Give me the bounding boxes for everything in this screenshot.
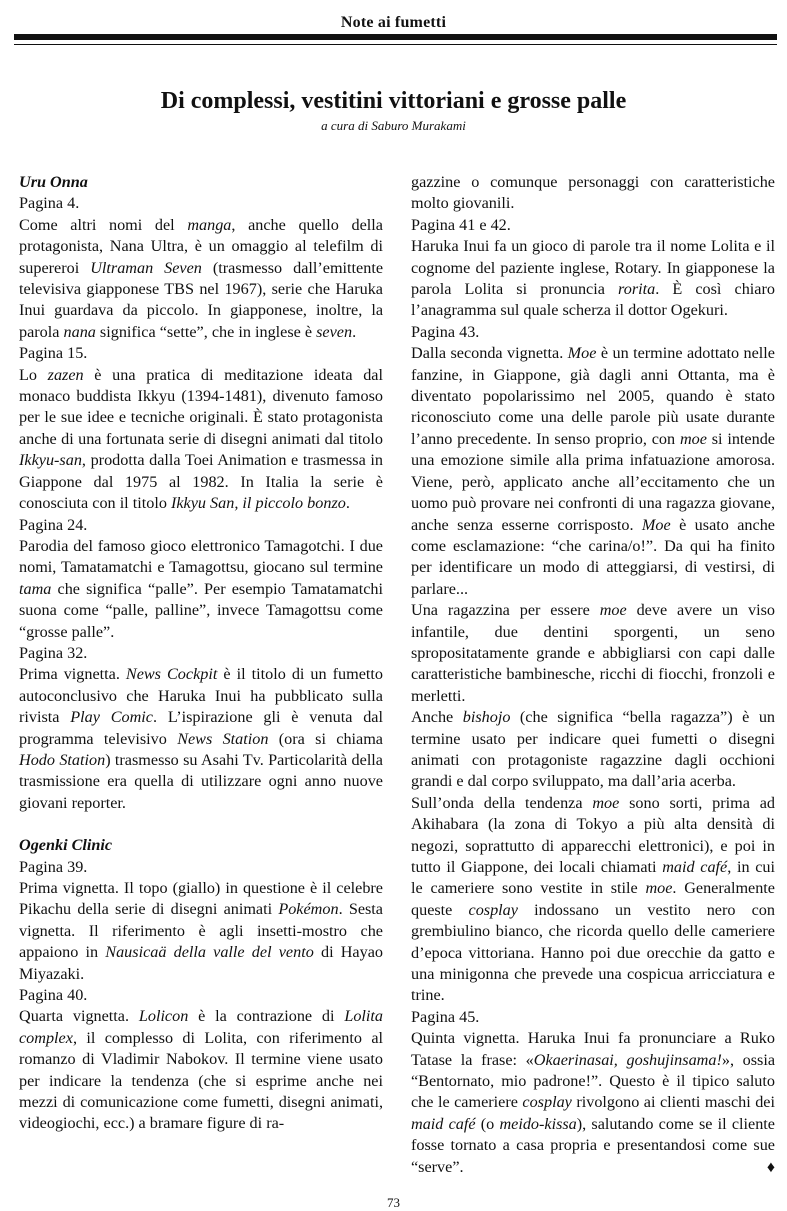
paragraph: Una ragazzina per essere moe deve avere un viso infantile, due dentini sporgenti, un seno spropositatamente grande e abbigliarsi con capi dalle caratteristiche bambinesche, ricchi di fiocchi, fronzoli e merletti. bbox=[411, 601, 775, 705]
page-reference: Pagina 15. bbox=[19, 344, 88, 363]
paragraph: Parodia del famoso gioco elettronico Tamagotchi. I due nomi, Tamatamatchi e Tamagottsu, giocano sul termine tama che significa “palle”. Per esempio Tamatamatchi suona come “palle, palline”, invece Tamagottsu come “grosse palle”. bbox=[19, 536, 383, 641]
paragraph: Anche bishojo (che significa “bella ragazza”) è un termine usato per indicare quei fumetti o disegni animati con protagoniste ragazzine dagli occhioni grandi e dal corpo sviluppato, ma dall’aria acerba. bbox=[411, 708, 776, 791]
page-reference: Pagina 41 e 42. bbox=[411, 215, 511, 234]
page-reference: Pagina 43. bbox=[411, 322, 480, 341]
paragraph: Prima vignetta. Il topo (giallo) in questione è il celebre Pikachu della serie di disegni animati Pokémon. Sesta vignetta. Il riferimento è agli insetti-mostro che appaiono in Nausicaä della valle del vento di Hayao Miyazaki. bbox=[19, 879, 383, 983]
page-number: 73 bbox=[387, 1195, 400, 1210]
section-gap bbox=[19, 814, 383, 835]
page-reference: Pagina 4. bbox=[19, 194, 80, 213]
paragraph: Prima vignetta. News Cockpit è il titolo di un fumetto autoconclusivo che Haruka Inui ha pubblicato sulla rivista Play Comic. L’ispirazione gli è venuta dal programma televisivo News Station (ora si chiama Hodo Station) trasmesso su Asahi Tv. Particolarità della trasmissione era quella di utilizzare ogni anno nuove giovani reporter. bbox=[19, 665, 383, 812]
section-title: Uru Onna bbox=[19, 173, 88, 191]
article-byline: a cura di Saburo Murakami bbox=[321, 118, 466, 133]
header-rule-thick bbox=[14, 34, 777, 40]
page-reference: Pagina 45. bbox=[411, 1007, 480, 1026]
page-reference: Pagina 24. bbox=[19, 515, 88, 534]
paragraph: Dalla seconda vignetta. Moe è un termine adottato nelle fanzine, in Giappone, già dagli anni Ottanta, ma è diventato popolarissimo nel 2005, quando è stato riconosciuto come una delle parole più usate durante l’anno precedente. In senso proprio, con moe si intende una emozione simile alla prima infatuazione amorosa. Viene, però, applicato anche all’eccitamento che un uomo può provare nei confronti di una ragazza giovane, anche senza esserne corrisposto. Moe è usato anche come esclamazione: “che carina/o!”. Da qui ha finito per identificare un modo di atteggiarsi, di vestirsi, di parlare... bbox=[411, 344, 775, 598]
page-reference: Pagina 39. bbox=[19, 857, 88, 876]
page-reference: Pagina 32. bbox=[19, 643, 88, 662]
left-column bbox=[19, 172, 383, 1135]
paragraph: gazzine o comunque personaggi con caratteristiche molto giovanili. bbox=[411, 173, 775, 213]
right-column bbox=[411, 172, 775, 1178]
header-rule-thin bbox=[14, 44, 777, 45]
end-mark-icon: ♦ bbox=[766, 1158, 775, 1176]
article-title: Di complessi, vestitini vittoriani e grosse palle bbox=[160, 88, 627, 114]
paragraph: Come altri nomi del manga, anche quello della protagonista, Nana Ultra, è un omaggio al telefilm di supereroi Ultraman Seven (trasmesso dall’emittente televisiva giapponese TBS nel 1967), serie che Haruka Inui guardava da piccolo. In giapponese, inoltre, la parola nana significa “sette”, che in inglese è seven. bbox=[19, 215, 383, 341]
paragraph: Lo zazen è una pratica di meditazione ideata dal monaco buddista Ikkyu (1394-1481), divenuto famoso per le sue idee e tecniche originali. È stato protagonista anche di una fortunata serie di disegni animati dal titolo Ikkyu-san, prodotta dalla Toei Animation e trasmessa in Giappone dal 1975 al 1982. In Italia la serie è conosciuta con il titolo Ikkyu San, il piccolo bonzo. bbox=[19, 365, 383, 513]
paragraph: Quinta vignetta. Haruka Inui fa pronunciare a Ruko Tatase la frase: «Okaerinasai, goshujinsama!», ossia “Bentornato, mio padrone!”. Questo è il tipico saluto che le cameriere cosplay rivolgono ai clienti maschi dei maid café (o meido-kissa), salutando come se il cliente fosse tornato a casa propria e presentandosi come sue “serve”. ♦ bbox=[411, 1029, 776, 1176]
section-title: Ogenki Clinic bbox=[19, 836, 113, 855]
page-reference: Pagina 40. bbox=[19, 986, 88, 1005]
running-head: Note ai fumetti bbox=[340, 14, 447, 31]
paragraph: Haruka Inui fa un gioco di parole tra il nome Lolita e il cognome del paziente inglese, Rotary. In giapponese la parola Lolita si pronuncia rorita. È così chiaro l’anagramma sul quale scherza il dottor Ogekuri. bbox=[411, 237, 775, 320]
paragraph: Quarta vignetta. Lolicon è la contrazione di Lolita complex, il complesso di Lolita, con riferimento al romanzo di Vladimir Nabokov. Il termine viene usato per indicare la tendenza (che si esprime anche nei mezzi di comunicazione come fumetti, disegni animati, videogiochi, ecc.) a bramare figure di ra- bbox=[19, 1007, 383, 1133]
paragraph: Sull’onda della tendenza moe sono sorti, prima ad Akihabara (la zona di Tokyo a più alta densità di negozi, soprattutto di apparecchi elettronici), e poi in tutto il Giappone, dei locali chiamati maid café, in cui le cameriere sono vestite in stile moe. Generalmente queste cosplay indossano un vestito nero con grembiulino bianco, che ricorda quello delle cameriere d’epoca vittoriana. Hanno poi due orecchie da gatto e una minigonna che prevede una cospicua arricciatura e trine. bbox=[411, 793, 775, 1005]
